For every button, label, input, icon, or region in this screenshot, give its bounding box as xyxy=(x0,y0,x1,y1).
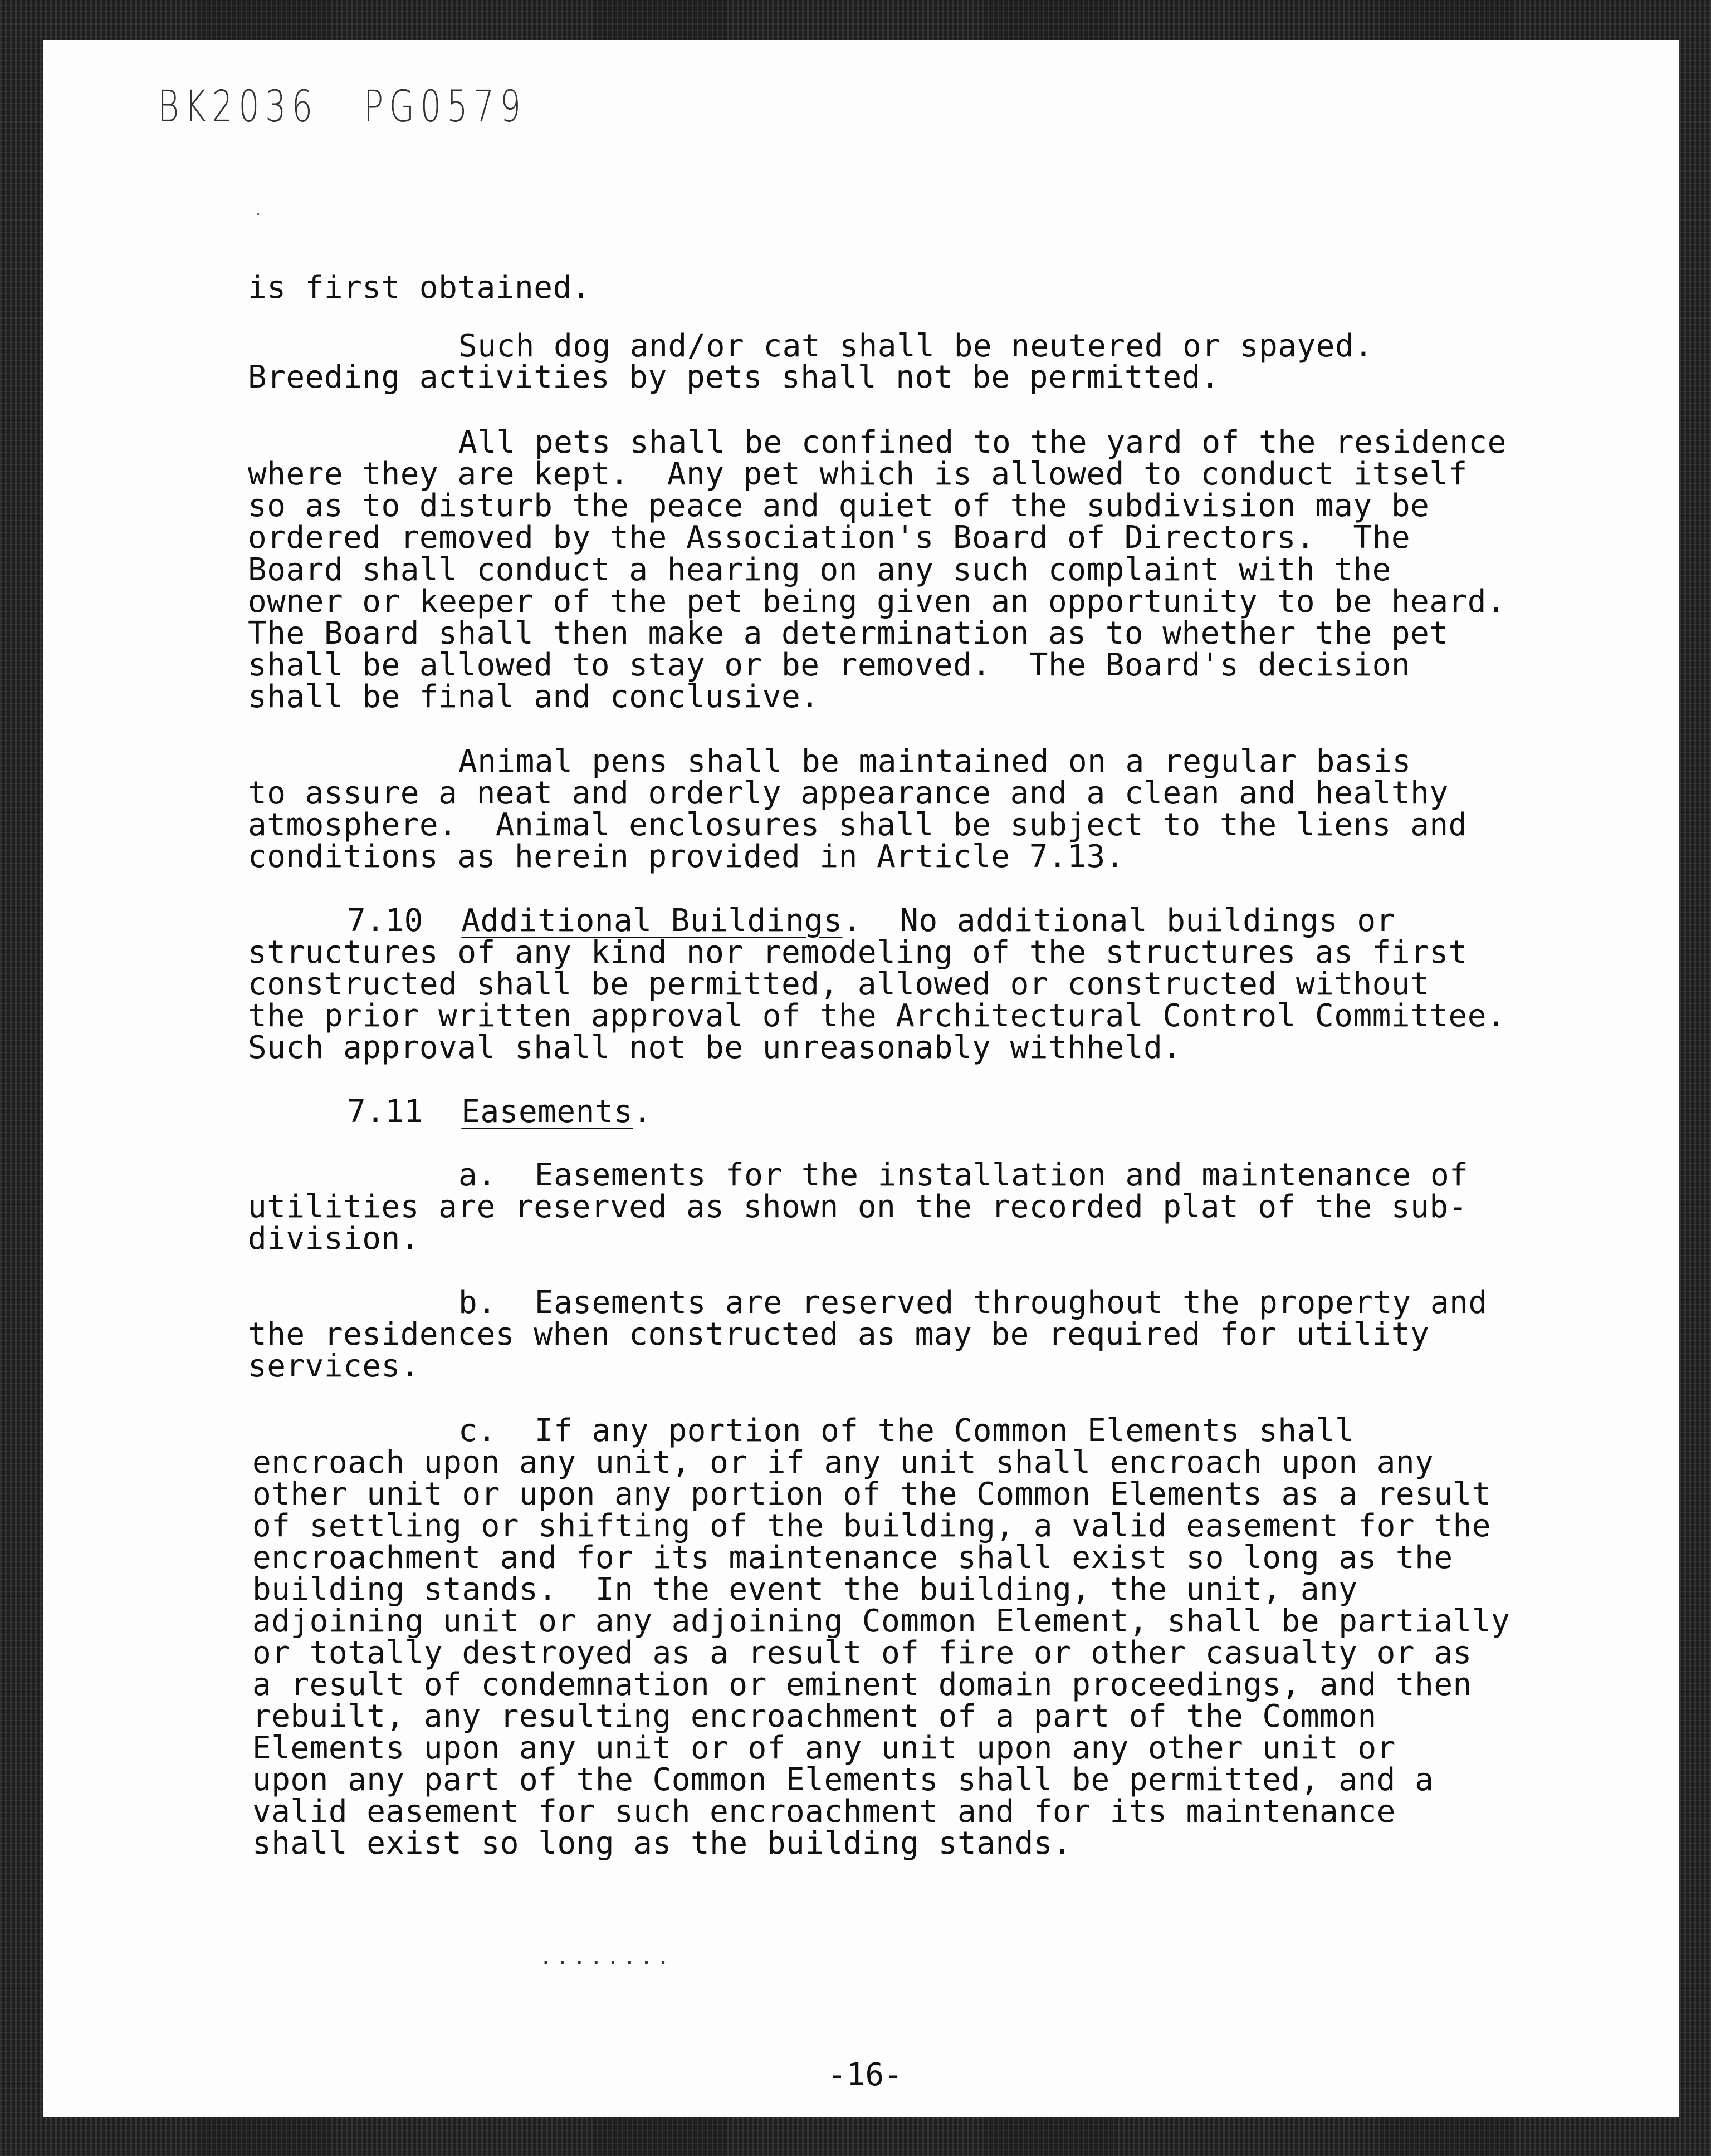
paragraph-line: building stands. In the event the building, the unit, any xyxy=(252,1571,1358,1608)
paragraph-line: Elements upon any unit or of any unit upon any other unit or xyxy=(252,1730,1396,1766)
paragraph-line: services. xyxy=(248,1348,419,1384)
paragraph-line: owner or keeper of the pet being given an opportunity to be heard. xyxy=(248,584,1506,620)
paragraph-line: of settling or shifting of the building, a valid easement for the xyxy=(252,1508,1491,1544)
paragraph-line: the residences when constructed as may be required for utility xyxy=(248,1316,1430,1353)
paragraph-line: to assure a neat and orderly appearance and a clean and healthy xyxy=(248,775,1449,811)
paragraph-line: atmosphere. Animal enclosures shall be subject to the liens and xyxy=(248,807,1468,843)
paragraph-line: division. xyxy=(248,1221,419,1257)
paragraph-line: shall be final and conclusive. xyxy=(248,679,820,715)
paragraph-line: Board shall conduct a hearing on any such complaint with the xyxy=(248,552,1391,588)
paragraph-line: is first obtained. xyxy=(248,270,591,306)
paragraph-line: shall exist so long as the building stands. xyxy=(252,1825,1072,1861)
book-stamp: BK2036 xyxy=(158,82,319,132)
page-stamp: PG0579 xyxy=(364,82,527,132)
paragraph-line: encroachment and for its maintenance shall exist so long as the xyxy=(252,1540,1453,1576)
paragraph-line: c. If any portion of the Common Elements shall xyxy=(458,1413,1355,1449)
paragraph-line: Such dog and/or cat shall be neutered or spayed. xyxy=(458,328,1373,364)
paragraph-line: or totally destroyed as a result of fire or other casualty or as xyxy=(252,1635,1472,1671)
section-7-11-heading-line xyxy=(347,1096,652,1128)
section-heading: Easements xyxy=(461,1094,633,1130)
paragraph-line: other unit or upon any portion of the Common Elements as a result xyxy=(252,1476,1491,1512)
section-heading: Additional Buildings xyxy=(461,903,843,939)
paragraph-line: conditions as herein provided in Article 7.13. xyxy=(248,839,1125,875)
paragraph-line: so as to disturb the peace and quiet of the subdivision may be xyxy=(248,488,1430,524)
page-number: -16- xyxy=(828,2057,903,2093)
paragraph-line: encroach upon any unit, or if any unit shall encroach upon any xyxy=(252,1444,1434,1481)
paragraph-line: upon any part of the Common Elements shall be permitted, and a xyxy=(252,1762,1434,1798)
paragraph-line: structures of any kind nor remodeling of the structures as first xyxy=(248,934,1468,971)
scan-speck xyxy=(257,213,259,215)
paragraph-line: Such approval shall not be unreasonably withheld. xyxy=(248,1030,1182,1066)
paragraph-line: Animal pens shall be maintained on a regular basis xyxy=(458,743,1411,780)
paragraph-line: valid easement for such encroachment and for its maintenance xyxy=(252,1794,1396,1830)
section-number: 7.10 xyxy=(347,903,423,939)
paragraph-line: All pets shall be confined to the yard of the residence xyxy=(458,424,1507,460)
paragraph-line: where they are kept. Any pet which is allowed to conduct itself xyxy=(248,456,1468,492)
paragraph-line: a. Easements for the installation and maintenance of xyxy=(458,1157,1469,1193)
section-number: 7.11 xyxy=(347,1094,423,1130)
paragraph-line: the prior written approval of the Architectural Control Committee. xyxy=(248,998,1506,1034)
paragraph-line: ordered removed by the Association's Board of Directors. The xyxy=(248,520,1411,556)
section-7-10-heading-line xyxy=(347,905,1395,937)
paragraph-line: The Board shall then make a determination as to whether the pet xyxy=(248,615,1449,651)
document-page xyxy=(43,40,1679,2117)
paragraph-line: rebuilt, any resulting encroachment of a part of the Common xyxy=(252,1698,1377,1734)
section-heading-end: . xyxy=(633,1094,652,1130)
paragraph-line: a result of condemnation or eminent domain proceedings, and then xyxy=(252,1667,1472,1703)
paragraph-line: utilities are reserved as shown on the recorded plat of the sub- xyxy=(248,1189,1468,1225)
paragraph-line: adjoining unit or any adjoining Common Element, shall be partially xyxy=(252,1603,1510,1639)
paragraph-line: constructed shall be permitted, allowed or constructed without xyxy=(248,966,1430,1002)
paragraph-line: b. Easements are reserved throughout the property and xyxy=(458,1285,1488,1321)
paragraph-line: shall be allowed to stay or be removed. The Board's decision xyxy=(248,647,1411,683)
paragraph-line: Breeding activities by pets shall not be permitted. xyxy=(248,359,1220,395)
section-heading-rest: . No additional buildings or xyxy=(842,903,1395,939)
trailing-dots: ........ xyxy=(539,1944,673,1970)
